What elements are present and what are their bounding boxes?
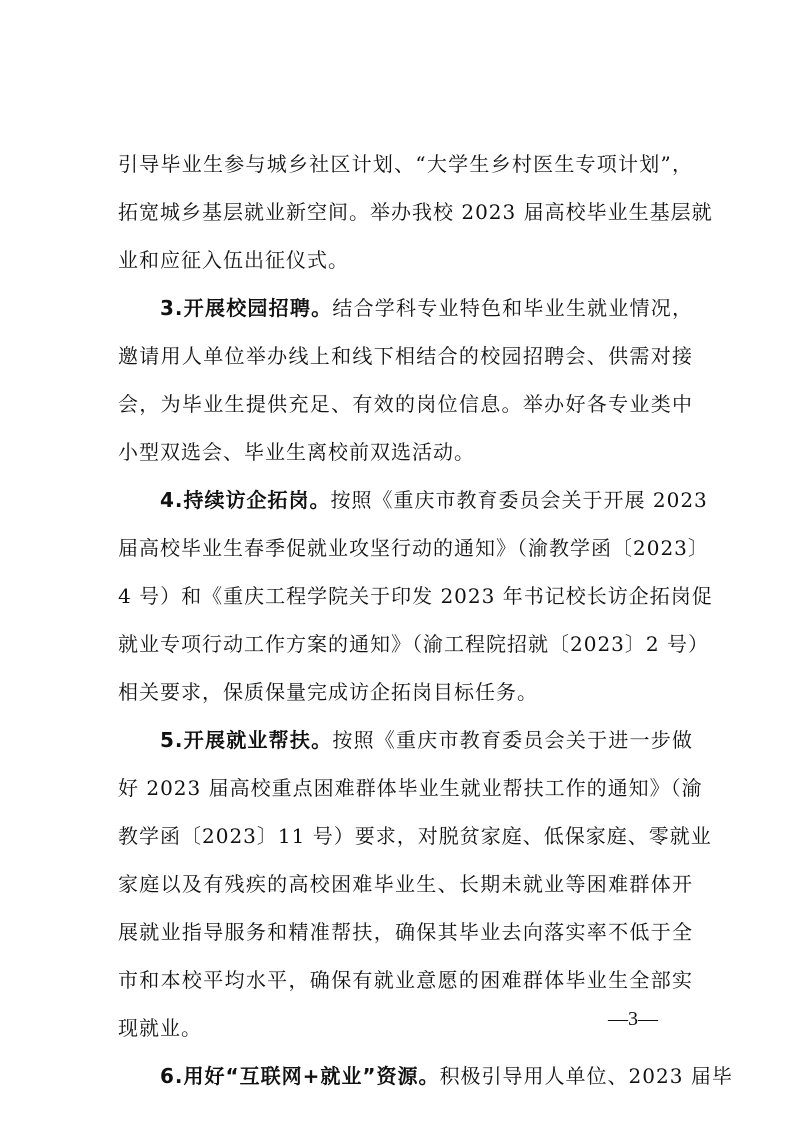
section-6-lead-text: 积极引导用人单位、2023 届毕	[439, 1064, 733, 1088]
text-line: 邀请用人单位举办线上和线下相结合的校园招聘会、供需对接	[118, 344, 693, 368]
text-line: 相关要求，保质保量完成访企拓岗目标任务。	[118, 680, 538, 704]
section-4-lead-text: 按照《重庆市教育委员会关于开展 2023	[330, 488, 708, 512]
text-line: 市和本校平均水平，确保有就业意愿的困难群体毕业生全部实	[118, 968, 693, 992]
text-line: 届高校毕业生春季促就业攻坚行动的通知》（渝教学函〔2023〕	[118, 536, 709, 560]
text-line: 会，为毕业生提供充足、有效的岗位信息。举办好各专业类中	[118, 392, 693, 416]
text-line: 好 2023 届高校重点困难群体毕业生就业帮扶工作的通知》（渝	[118, 776, 703, 800]
text-line: 业和应征入伍出征仪式。	[118, 248, 349, 272]
text-line: 展就业指导服务和精准帮扶，确保其毕业去向落实率不低于全	[118, 920, 693, 944]
text-line: 4 号）和《重庆工程学院关于印发 2023 年书记校长访企拓岗促	[118, 584, 713, 608]
section-5-heading: 5.开展就业帮扶。	[160, 728, 333, 752]
text-line: 现就业。	[118, 1016, 202, 1040]
text-line: 教学函〔2023〕11 号）要求，对脱贫家庭、低保家庭、零就业	[118, 824, 712, 848]
section-5-lead-text: 按照《重庆市教育委员会关于进一步做	[332, 728, 693, 752]
section-4-first-line	[160, 476, 708, 524]
section-3-heading: 3.开展校园招聘。	[160, 296, 333, 320]
section-4-heading: 4.持续访企拓岗。	[160, 488, 331, 512]
text-line: 小型双选会、毕业生离校前双选活动。	[118, 440, 475, 464]
section-5-first-line	[160, 716, 693, 764]
section-6-first-line	[160, 1052, 733, 1100]
section-6-heading: 6.用好“互联网+就业”资源。	[160, 1064, 440, 1088]
page-number: —3—	[608, 1008, 658, 1030]
text-line: 引导毕业生参与城乡社区计划、“大学生乡村医生专项计划”，	[118, 152, 693, 176]
text-line: 家庭以及有残疾的高校困难毕业生、长期未就业等困难群体开	[118, 872, 693, 896]
section-3-first-line	[160, 284, 693, 332]
section-3-lead-text: 结合学科专业特色和毕业生就业情况，	[332, 296, 693, 320]
text-line: 就业专项行动工作方案的通知》（渝工程院招就〔2023〕2 号）	[118, 632, 709, 656]
text-line: 拓宽城乡基层就业新空间。举办我校 2023 届高校毕业生基层就	[118, 200, 713, 224]
